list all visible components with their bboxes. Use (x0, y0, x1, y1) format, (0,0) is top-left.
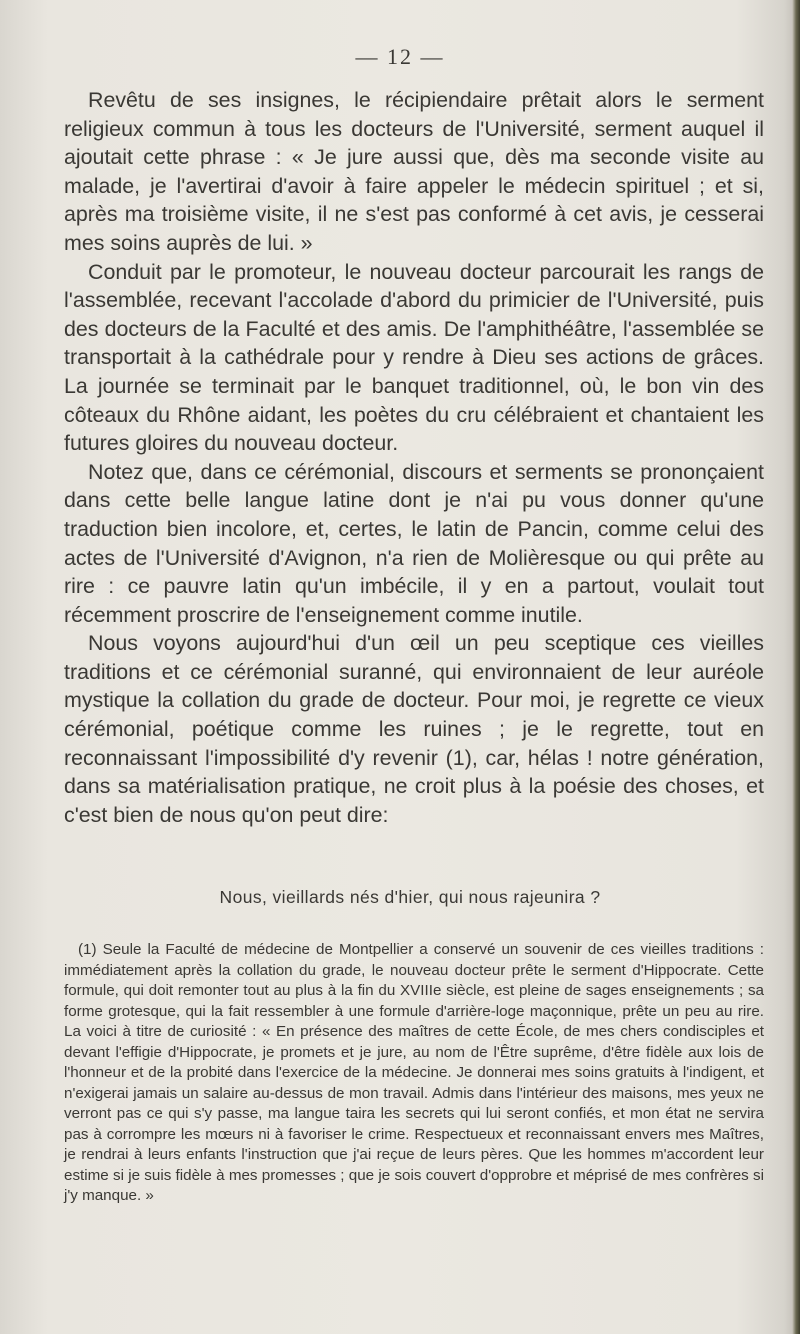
page-number: — 12 — (355, 44, 445, 69)
paragraph-3: Notez que, dans ce cérémonial, discours et serments se prononçaient dans cette belle langue latine dont je n'ai pu vous donner qu'une traduction bien incolore, et, certes, le latin de Pancin, comme celui des actes de l'Université d'Avignon, n'a rien de Molièresque ou qui prête au rire : ce pauvre latin qu'un imbécile, il y en a partout, voulait tout récemment proscrire de l'enseignement comme inutile. (64, 459, 764, 627)
body-text (64, 86, 764, 829)
paragraph-2: Conduit par le promoteur, le nouveau docteur parcourait les rangs de l'assemblée, recevant l'accolade d'abord du primicier de l'Université, puis des docteurs de la Faculté et des amis. De l'amphithéâtre, l'assemblée se transportait à la cathédrale pour y rendre à Dieu ses actions de grâces. La journée se terminait par le banquet traditionnel, où, le bon vin des côteaux du Rhône aidant, les poètes du cru célébraient et chantaient les futures gloires du nouveau docteur. (64, 259, 764, 456)
paragraph-1: Revêtu de ses insignes, le récipiendaire prêtait alors le serment religieux commun à tous les docteurs de l'Université, serment auquel il ajoutait cette phrase : « Je jure aussi que, dès ma seconde visite au malade, je l'avertirai d'avoir à faire appeler le médecin spirituel ; et si, après ma troisième visite, il ne s'est pas conformé à cet avis, je cesserai mes soins auprès de lui. » (64, 88, 764, 255)
paragraph-4: Nous voyons aujourd'hui d'un œil un peu sceptique ces vieilles traditions et ce cérémonial suranné, qui environnaient de leur auréole mystique la collation du grade de docteur. Pour moi, je regrette ce vieux cérémonial, poétique comme les ruines ; je le regrette, tout en reconnaissant l'impossibilité d'y revenir (1), car, hélas ! notre génération, dans sa matérialisation pratique, ne croit plus à la poésie des choses, et c'est bien de nous qu'on peut dire: (64, 631, 764, 827)
footnote (64, 940, 764, 1207)
footnote-text: (1) Seule la Faculté de médecine de Montpellier a conservé un souvenir de ces vieilles traditions : immédiatement après la collation du grade, le nouveau docteur prête le serment d'Hippocrate. Cette formule, qui doit remonter tout au plus à la fin du XVIIIe siècle, est pleine de sages enseignements ; sa forme grotesque, qui la fait ressembler à une formule d'arrière-loge maçonnique, prête un peu au rire. La voici à titre de curiosité : « En présence des maîtres de cette École, de mes chers condisciples et devant l'effigie d'Hippocrate, je promets et je jure, au nom de l'Être suprême, d'être fidèle aux lois de l'honneur et de la probité dans l'exercice de la médecine. Je donnerai mes soins gratuits à l'indigent, et n'exigerai jamais un salaire au-dessus de mon travail. Admis dans l'intérieur des maisons, mes yeux ne verront pas ce qui s'y passe, ma langue taira les secrets qui lui seront confiés, et mon état ne servira pas à corrompre les mœurs ni à favoriser le crime. Respectueux et reconnaissant envers mes Maîtres, je rendrai à leurs enfants l'instruction que j'ai reçue de leurs pères. Que les hommes m'accordent leur estime si je suis fidèle à mes promesses ; que je sois couvert d'opprobre et méprisé de mes confrères si j'y manque. » (64, 941, 764, 1204)
verse-quote: Nous, vieillards nés d'hier, qui nous rajeunira ? (219, 887, 601, 907)
page-edge (792, 0, 800, 1334)
